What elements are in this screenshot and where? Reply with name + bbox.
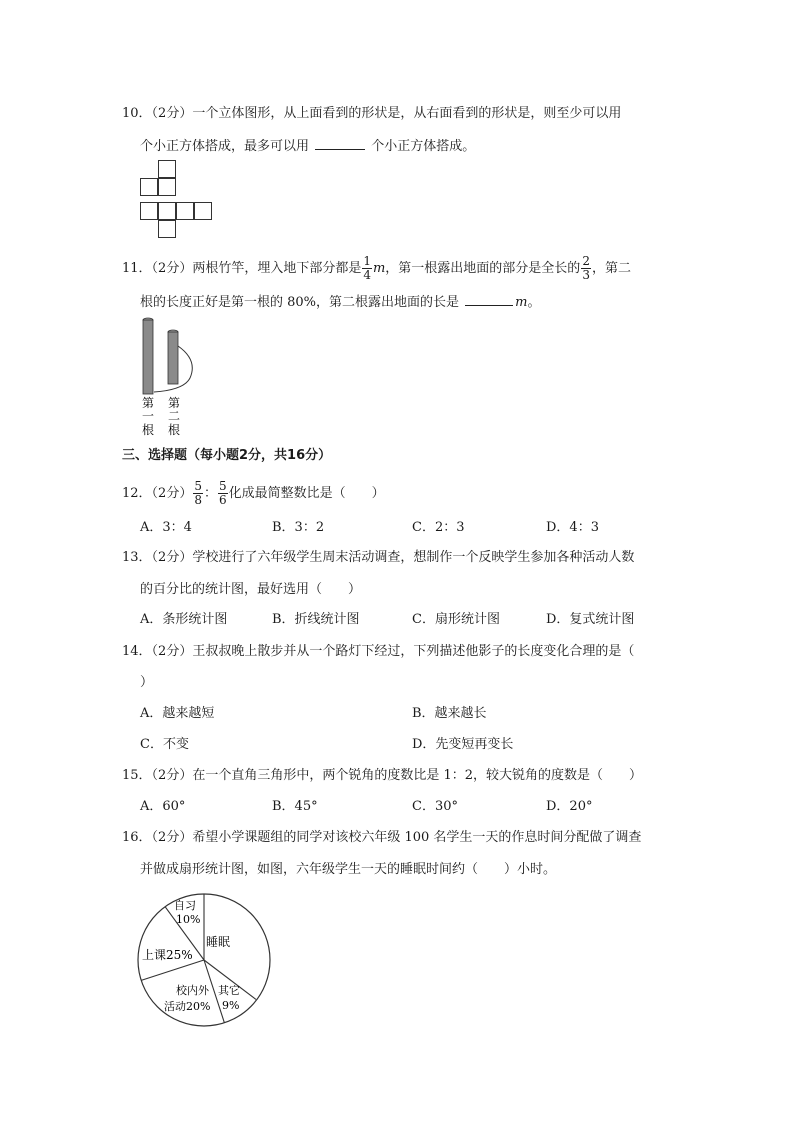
pie-label-selfstudy-pct: 10% bbox=[176, 913, 201, 926]
q15-option-a[interactable]: A．60° bbox=[140, 799, 186, 814]
q11-prefix: 11．（2分）两根竹竿，埋入地下部分都是 bbox=[122, 261, 362, 276]
q13-line2: 的百分比的统计图，最好选用（ ） bbox=[140, 582, 362, 597]
q16-line2: 并做成扇形统计图，如图，六年级学生一天的睡眠时间约（ ）小时。 bbox=[140, 862, 557, 877]
pole-1 bbox=[143, 320, 153, 394]
q10-answer-blank[interactable] bbox=[315, 135, 365, 150]
q14-option-d[interactable]: D．先变短再变长 bbox=[412, 737, 514, 752]
q12-fraction-5-8 bbox=[193, 480, 203, 507]
pie-label-class: 上课25% bbox=[142, 948, 193, 962]
q10-line1: 10．（2分）一个立体图形，从上面看到的形状是，从右面看到的形状是，则至少可以用 bbox=[122, 106, 622, 121]
pie-label-other-2: 9% bbox=[222, 999, 240, 1012]
pole2-label-bot: 根 bbox=[168, 423, 181, 437]
q10-line2 bbox=[140, 135, 475, 157]
q13-option-d[interactable]: D．复式统计图 bbox=[546, 612, 635, 627]
pole1-label-mid: 一 bbox=[142, 409, 155, 423]
q14-line1: 14．（2分）王叔叔晚上散步并从一个路灯下经过，下列描述他影子的长度变化合理的是（ bbox=[122, 644, 635, 659]
q11-fraction-1-4 bbox=[362, 255, 372, 282]
cube bbox=[158, 202, 176, 220]
q12-prefix: 12．（2分） bbox=[122, 486, 193, 501]
q12-colon: ： bbox=[203, 486, 217, 501]
q14-option-b[interactable]: B．越来越长 bbox=[412, 706, 487, 721]
cube bbox=[158, 160, 176, 178]
q15-option-c[interactable]: C．30° bbox=[412, 799, 458, 814]
q12-line bbox=[122, 480, 385, 507]
cube bbox=[158, 220, 176, 238]
q11-poles-figure bbox=[136, 316, 206, 440]
q14-option-c[interactable]: C．不变 bbox=[140, 737, 189, 752]
pie-label-activity-2: 活动20% bbox=[164, 1000, 211, 1013]
q14-line2: ） bbox=[140, 675, 154, 690]
pie-label-activity-1: 校内外 bbox=[176, 984, 209, 997]
pole-2 bbox=[168, 332, 178, 384]
cube bbox=[194, 202, 212, 220]
q12-option-a[interactable]: A．3：4 bbox=[140, 520, 192, 535]
q11-answer-blank[interactable] bbox=[465, 291, 513, 306]
pole1-label-top: 第 bbox=[142, 396, 155, 410]
pole2-label-mid: 二 bbox=[168, 409, 181, 423]
q12-option-b[interactable]: B．3：2 bbox=[272, 520, 325, 535]
q16-pie-chart bbox=[134, 890, 276, 1032]
pie-label-sleep: 睡眠 bbox=[206, 935, 231, 949]
frac-num: 5 bbox=[218, 479, 227, 493]
section-3-title: 三、选择题（每小题2分，共16分） bbox=[122, 448, 332, 463]
cube bbox=[140, 178, 158, 196]
q10-line2-suffix: 个小正方体搭成。 bbox=[371, 139, 476, 154]
q11-fraction-2-3 bbox=[581, 255, 591, 282]
cube bbox=[140, 202, 158, 220]
q15-line1: 15．（2分）在一个直角三角形中，两个锐角的度数比是 1：2，较大锐角的度数是（ ） bbox=[122, 768, 642, 783]
frac-num: 5 bbox=[194, 479, 202, 493]
pie-label-selfstudy: 自习 bbox=[174, 899, 196, 912]
q12-suffix: 化成最简整数比是（ ） bbox=[228, 486, 385, 501]
q12-option-c[interactable]: C．2：3 bbox=[412, 520, 465, 535]
q12-fraction-5-6 bbox=[218, 480, 228, 507]
q13-line1: 13．（2分）学校进行了六年级学生周末活动调查，想制作一个反映学生参加各种活动人数 bbox=[122, 550, 635, 565]
q11-suffix: ，第二 bbox=[591, 261, 631, 276]
frac-den: 3 bbox=[582, 268, 590, 282]
q15-option-b[interactable]: B．45° bbox=[272, 799, 318, 814]
q13-option-a[interactable]: A．条形统计图 bbox=[140, 612, 228, 627]
q11-line2 bbox=[140, 291, 541, 313]
q13-option-b[interactable]: B．折线统计图 bbox=[272, 612, 360, 627]
q10-line2-prefix: 个小正方体搭成，最多可以用 bbox=[140, 139, 310, 154]
frac-den: 4 bbox=[363, 268, 371, 282]
unit-m: m bbox=[515, 295, 528, 310]
q14-option-a[interactable]: A．越来越短 bbox=[140, 706, 215, 721]
q15-option-d[interactable]: D．20° bbox=[546, 799, 593, 814]
cube bbox=[158, 178, 176, 196]
q12-option-d[interactable]: D．4：3 bbox=[546, 520, 599, 535]
q11-line2-prefix: 根的长度正好是第一根的 80%，第二根露出地面的长是 bbox=[140, 295, 460, 310]
cube bbox=[176, 202, 194, 220]
pie-label-other-1: 其它 bbox=[218, 984, 240, 997]
unit-m: m bbox=[372, 261, 386, 276]
pole2-label-top: 第 bbox=[168, 396, 181, 410]
q11-mid: ，第一根露出地面的部分是全长的 bbox=[385, 261, 581, 276]
frac-den: 6 bbox=[218, 493, 227, 507]
q11-line1 bbox=[122, 255, 631, 282]
frac-num: 1 bbox=[363, 254, 371, 268]
q11-line2-suffix: 。 bbox=[527, 295, 541, 310]
frac-num: 2 bbox=[582, 254, 590, 268]
pole1-label-bot: 根 bbox=[142, 423, 155, 437]
frac-den: 8 bbox=[194, 493, 202, 507]
q13-option-c[interactable]: C．扇形统计图 bbox=[412, 612, 500, 627]
q16-line1: 16．（2分）希望小学课题组的同学对该校六年级 100 名学生一天的作息时间分配做了调查 bbox=[122, 830, 642, 845]
